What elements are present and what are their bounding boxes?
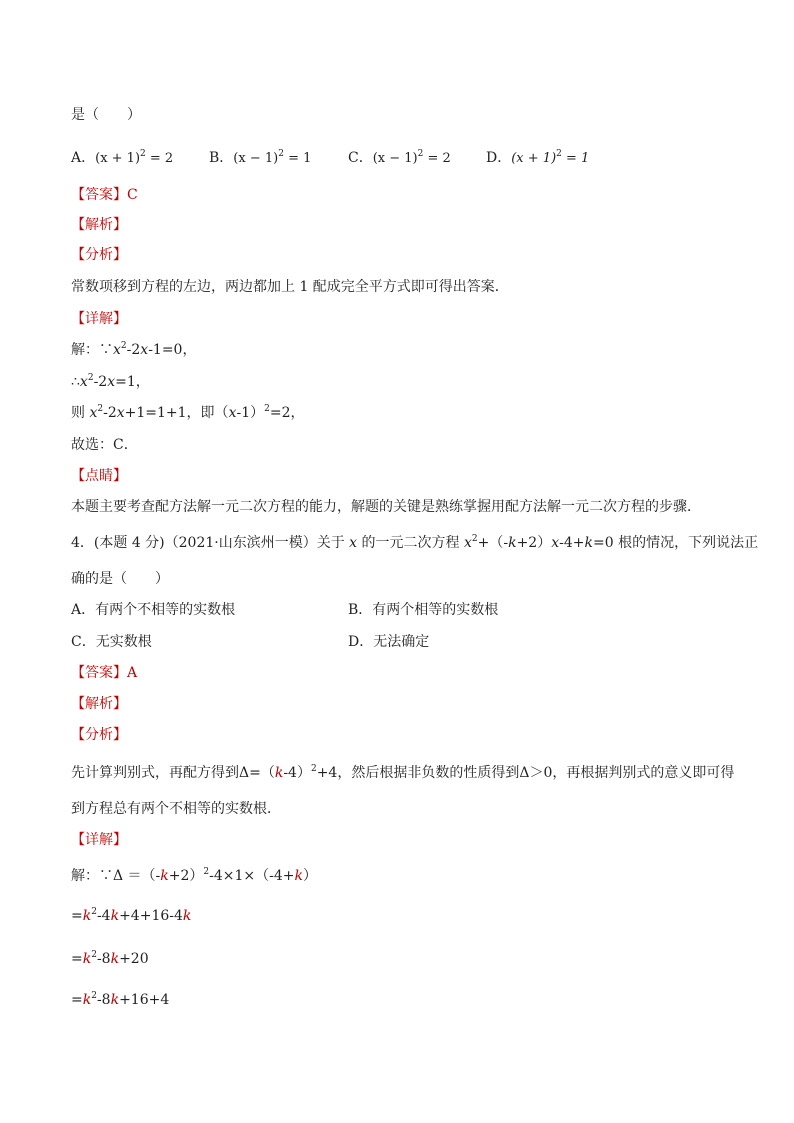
q4-option-d: D．无法确定 (348, 634, 430, 650)
q3-option-d: D．$(x + 1)^2 = 1$ (486, 149, 590, 166)
q3-option-c: C．$(x - 1)^2 = 2$ (348, 149, 451, 166)
q3-stem-tail: 是（ ） (71, 107, 141, 123)
q3-option-b: B．$(x - 1)^2 = 1$ (209, 149, 312, 166)
q3-fenxi-text: 常数项移到方程的左边，两边都加上 1 配成完全平方式即可得出答案． (71, 279, 509, 295)
q3-dianjing-text: 本题主要考查配方法解一元二次方程的能力，解题的关键是熟练掌握用配方法解一元二次方程的步骤． (71, 499, 701, 515)
q4-analysis-label: 【解析】 (71, 696, 127, 712)
q3-step-4: 故选：C． (71, 437, 138, 453)
q3-answer: 【答案】C (71, 187, 138, 203)
q3-fenxi-label: 【分析】 (71, 247, 127, 263)
q4-detail-step-4: $=k^2-8k+16+4$ (71, 991, 170, 1008)
q3-analysis-label: 【解析】 (71, 217, 127, 233)
q4-fenxi-label: 【分析】 (71, 727, 127, 743)
q4-option-a: A．有两个不相等的实数根 (71, 602, 236, 618)
q3-detail-label: 【详解】 (71, 311, 127, 327)
q3-dianjing-label: 【点睛】 (71, 468, 127, 484)
q3-step-2: $\therefore x^2-2x=1$， (71, 373, 150, 390)
q4-stem-line-2: 确的是（ ） (71, 571, 169, 587)
q4-option-b: B．有两个相等的实数根 (348, 602, 499, 618)
q3-step-1: 解：$\because x^2-2x-1=0$， (71, 341, 197, 358)
q4-detail-step-3: $=k^2-8k+20$ (71, 950, 149, 967)
q4-detail-label: 【详解】 (71, 832, 127, 848)
q3-option-a: A．$(x + 1)^2 = 2$ (71, 149, 174, 166)
q4-fenxi-line-2: 到方程总有两个不相等的实数根． (71, 801, 281, 817)
q4-fenxi-line-1: 先计算判别式，再配方得到$\Delta=(k-4)^2+4$，然后根据非负数的性质得到Δ＞0，再根据判别式的意义即可得 (71, 764, 735, 781)
q4-detail-step-1: 解：∵Δ $=(-k+2)^2-4\times 1\times(-4+k)$ (71, 867, 318, 884)
q4-detail-step-2: $=k^2-4k+4+16-4k$ (71, 907, 192, 924)
q4-answer: 【答案】A (71, 665, 138, 681)
q3-step-3: 则 $x^2-2x+1=1+1$，即$(x-1)^2=2$， (71, 404, 305, 421)
q4-option-c: C．无实数根 (71, 634, 152, 650)
q4-stem-line-1: 4．(本题 4 分)（2021·山东滨州一模）关于 x 的一元二次方程 $x^2+(-k+2)x-4+k=0$ 根的情况，下列说法正 (71, 534, 759, 551)
